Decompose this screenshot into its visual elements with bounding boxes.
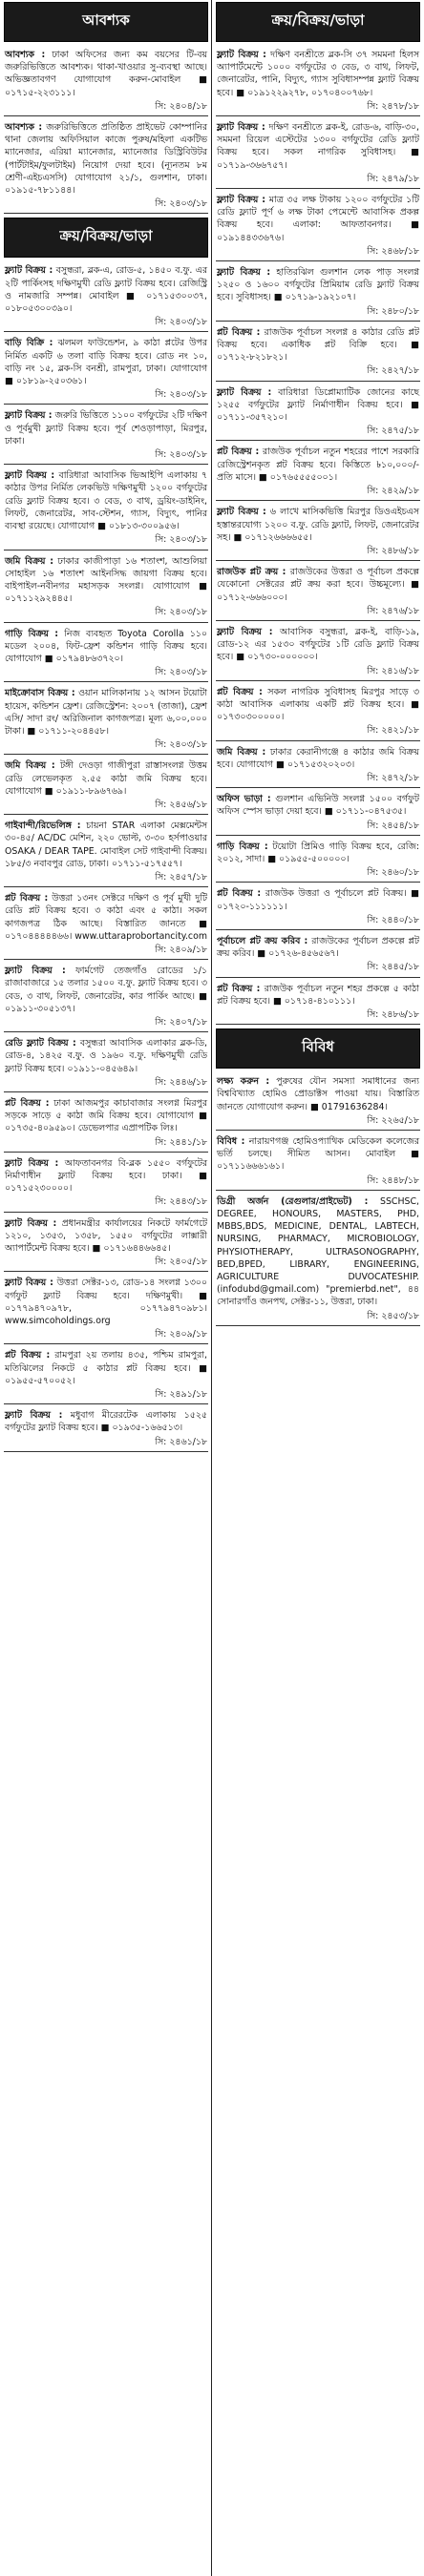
classified-ad: [216, 840, 420, 880]
ad-code: সি: ২৪৬৮/১৮: [367, 245, 419, 257]
ad-lead: জমি বিক্রয় :: [5, 555, 53, 567]
ad-divider: [4, 1403, 208, 1404]
ad-divider: [216, 620, 420, 621]
ad-code: সি: ২৪৭৫/১৮: [367, 426, 419, 437]
ad-body: প্রধানমন্ত্রীর কার্যালয়ের নিকটে ফার্মগেটে ১২১০, ১৩৫৩, ১৩৫৮, ১৫৫০ বর্গফুটের লাক্সারী অ্যাপার্টমেন্ট বিক্রয় হবে। ■ ০১৭১৬৪৪৬৬৪৫।: [5, 1217, 208, 1255]
classified-ad: [216, 745, 420, 785]
classified-ad: [4, 48, 208, 113]
ad-code: সি: ২৪২৭/১৮: [367, 365, 419, 377]
ad-code: সি: ২৪৬০/১৮: [367, 867, 419, 879]
ad-divider: [4, 1451, 208, 1452]
classified-ad: [4, 554, 208, 619]
ad-divider: [216, 680, 420, 681]
ad-body: হাতিরঝিল গুলশান লেক পাড় সংলগ্ন ১২৫০ ও ১৬০০ বর্গফুটের প্রিমিয়াম রেডি ফ্ল্যাট বিক্রয় হবে। সুবিধাসহ। ■ ০১৭১৯-১৯২১০৭।: [217, 267, 419, 303]
ad-body: ঝলমল ফাউন্ডেশন, ৯ কাঠা প্লটের উপর নির্মিত একটি ৬ তলা বাড়ি বিক্রয় হবে। রোড নং ১০, বাড়ি নং ১৫, ব্লক-সি বনশ্রী, রামপুরা, ঢাকা। যোগাযোগ ■ ০১৮১৯-২৫০৩৬১।: [5, 338, 208, 387]
ad-code: সি: ২৪০৫/১৮: [155, 1257, 207, 1268]
ad-divider: [216, 381, 420, 382]
ad-lead: ফ্ল্যাট বিক্রয় :: [5, 410, 53, 422]
classified-ad: [4, 964, 208, 1028]
classified-ad: [216, 1134, 420, 1187]
ad-body: ঢাকার কাজীপাড়া ১৬ শতাংশ, আশুলিয়া সোহাইল ১৬ শতাংশ আইনসিদ্ধ জায়গা বিক্রয় হবে। বাইপাইল-নবীনগর মহাসড়ক সংলগ্ন। যোগাযোগ ■ ০১৭১১২৯২৪৪৫।: [5, 555, 207, 605]
ad-body: গুলশান এভিনিউ সংলগ্ন ১৫০০ বর্গফুট অফিস স্পেস ভাড়া দেয়া হবে। ■ ০১৭১১-০৪৭৫৩৫।: [217, 794, 419, 818]
ad-divider: [216, 560, 420, 561]
classified-ad: [4, 468, 208, 546]
ad-body: ৬ লাখে মাসিকভিত্তি মিরপুর ডিওএইচএস হস্তান্তরযোগ্য ১২০০ ব.ফু. রেডি ফ্ল্যাট, লিফট, জেনারেটর সহ। ■ ০১৭১২৬৬৬৬৫৫।: [217, 507, 420, 543]
ad-code: সি: ২৪০৩/১৮: [155, 198, 207, 210]
ad-body: রাজউক পূর্বাচল নতুন শহরের পাশে সরকারি রেজিস্ট্রেশনকৃত প্লট বিক্রয় হবে। কিস্তিতে ৳১০,০০০/- প্রতি মাসে। ■ ০১৭৬৫৫৫৫০০১।: [217, 447, 420, 483]
ad-divider: [4, 1031, 208, 1032]
ad-code: সি: ২৪৫৭/১৮: [155, 871, 207, 883]
classified-ad: [4, 408, 208, 461]
ad-code: সি: ২৪৮০/১৮: [367, 305, 419, 317]
ad-lead: প্লট বিক্রয় :: [5, 893, 49, 904]
classified-ad: [4, 627, 208, 679]
ad-body: রাজউকের উত্তরা ও পূর্বাচল প্রকল্পে যেকোনো সেক্টরের প্লট ক্রয় করা হবে। উচ্চমূল্যে। ■ ০১৭১২-৬৬৬০০০।: [217, 567, 419, 603]
ad-divider: [216, 977, 420, 978]
classified-ad: [216, 48, 420, 113]
section-heading: ক্রয়/বিক্রয়/ভাড়া: [216, 2, 420, 42]
ad-code: সি: ২৪৪১/১৮: [155, 1136, 207, 1148]
ad-lead: লক্ষ্য করুন :: [217, 1076, 270, 1088]
ad-lead: রাজউক প্লট ক্রয় :: [217, 567, 286, 578]
classified-ad: [216, 792, 420, 832]
ad-lead: ফ্ল্যাট বিক্রয় :: [5, 470, 55, 482]
ad-code: সি: ২৪২১/১৮: [367, 725, 419, 737]
classified-ad: [4, 819, 208, 883]
ad-lead: প্লট বিক্রয় :: [5, 1350, 51, 1361]
ad-body: SSCHSC, DEGREE, HONOURS, MASTERS, PHD, MBBS,BDS, MEDICINE, DENTAL, LABTECH, NURSING, PHARMACY, MICROBIOLOGY, PHYSIOTHERAPY, ULTRASONOGRAPHY, BED,BPED, LIBRARY, ENGINEERING, AGRICULTURE DUVOCATESHIP. (infodubd@gmail.com) "premierbd.net", ৪৪ সোনারগাঁও জনপথ, সেক্টর-১১, উত্তরা, ঢাকা।: [217, 1195, 419, 1308]
ad-lead: ফ্ল্যাট বিক্রয় :: [217, 50, 266, 60]
ad-body: বসুন্ধরা, ব্লক-এ, রোড-৫, ১৪৫০ ব.ফু. এর ২টি পার্কিংসহ দক্ষিণমুখী রেডি ফ্ল্যাট বিক্রয় হবে। রেজিস্ট্রি ও নামজারি সম্পন্ন। মোবাইল ■ ০১৭১৫৩০০৩৭, ০১৮০৫৩০০৩৯০।: [5, 265, 207, 315]
ad-body: মধুবাগ মীরেরটেক এলাকায় ১৫২৫ বর্গফুটের ফ্ল্যাট বিক্রয় হবে। ■ ০১৯৩৫-১৬৬৫১৩।: [5, 1410, 207, 1434]
ad-lead: আবশ্যক :: [5, 122, 43, 134]
ad-body: নারায়ণগঞ্জ হোমিওপ্যাথিক মেডিকেল কলেজের ভর্তি চলছে। সীমিত আসন। মোবাইল ■ ০১৭১১৬৬৬১৬১।: [217, 1136, 419, 1173]
ad-code: সি: ২৪২৯/১৮: [367, 486, 419, 497]
ad-code: সি: ২৪৭৬/১৮: [367, 605, 419, 616]
ad-lead: গাড়ি বিক্রয় :: [217, 841, 268, 852]
ad-code: সি: ২৪৫৬/১৮: [155, 799, 207, 810]
ad-lead: প্লট বিক্রয় :: [217, 686, 263, 697]
ad-code: সি: ২৪৯১/১৮: [155, 1389, 207, 1401]
ad-divider: [4, 464, 208, 465]
classified-ad: [216, 385, 420, 438]
ad-code: সি: ২৪০৩/১৮: [155, 667, 207, 678]
ad-body: বারিধারা ডিপ্লোম্যাটিক জোনের কাছে ১২৫৫ বর্গফুটের ফ্ল্যাট নির্মাণাধীন বিক্রয় হবে। ■ ০১৭১১-৩৫৭২১০।: [217, 386, 419, 424]
ad-body: ওয়ান মালিকানায় ১২ আসন টয়োটা হায়েস, কন্ডিশন ফ্রেশ। রেজিস্ট্রেশন: ২০০৭ (তাজা), ফ্রেশ এসি/ সাদা রং/ অরিজিনাল কাগজপত্র। মূল্য ৬,০০,০০০ টাকা। ■ ০১৭১১-২০৪৪৫৮।: [5, 688, 208, 737]
ad-code: সি: ২৪৪৩/১৮: [155, 1196, 207, 1208]
classified-ad: [4, 1096, 208, 1149]
ad-divider: [216, 1130, 420, 1131]
ad-lead: ফ্ল্যাট বিক্রয় :: [217, 386, 272, 398]
classified-ad: [216, 886, 420, 926]
ad-divider: [216, 260, 420, 261]
ad-divider: [4, 1212, 208, 1213]
classified-ad: [216, 625, 420, 677]
ad-lead: জমি বিক্রয় :: [5, 760, 55, 772]
ad-code: সি: ২৪৮৬/১৮: [367, 1009, 419, 1020]
ad-code: সি: ২৪০৭/১৮: [155, 1017, 207, 1028]
ad-code: সি: ২৪৮৬/১৮: [367, 545, 419, 556]
classified-ad: [4, 120, 208, 210]
section-heading: আবশ্যক: [4, 2, 208, 42]
ad-body: ঢাকা আজমপুর কাচাবাজার সংলগ্ন মিরপুর সড়কে সাড়ে ৫ কাঠা জমি বিক্রয় হবে। যোগাযোগ ■ ০১৭৩৫-৪০৯৫৯০। ডেভেলপার এপ্রাপটিক লিঃ।: [5, 1098, 207, 1134]
ad-divider: [4, 754, 208, 755]
classified-ad: [4, 758, 208, 811]
ad-lead: মাইক্রোবাস বিক্রয় :: [5, 688, 75, 699]
ad-divider: [216, 188, 420, 189]
ad-lead: প্লট বিক্রয় :: [5, 1098, 50, 1110]
ad-code: সি: ২৪৪৮/১৮: [367, 1174, 419, 1186]
ad-divider: [4, 115, 208, 116]
ad-code: সি: ২৪৪৬/১৮: [155, 1076, 207, 1088]
ad-body: জরুরিভিত্তিতে প্রতিষ্ঠিত প্রাইভেট কোম্পানির থানা জেলায় অফিসিয়াল কাজে পুরুষ/মহিলা একটিভ ম্যানেজার, এরিয়া ম্যানেজার, ম্যানেজার ডিস্ট্রিবিউটর (পার্টটাইম/ফুলটাইম) নিয়োগ দেয়া হবে। (ন্যূনতম ৮ম শ্রেণী-এইচএসসি) যোগাযোগ ২১/১, গুলশান, ঢাকা। ০১৯১৫-৭৮১১৪৪।: [5, 122, 207, 197]
ad-body: রাজউক পূর্বাচল নতুন শহর প্রকল্পে ৫ কাঠা প্লট বিক্রয় হবে। ■ ০১৭১৪-৪১০১১১।: [217, 983, 420, 1007]
ad-divider: [216, 1190, 420, 1191]
ad-body: টঙ্গী দেওড়া গাজীপুরা রাস্তাসংলগ্ন উত্তম রেডি লেভেলকৃত ২.৫৫ কাঠা জমি বিক্রয় হবে। যোগাযোগ ■ ০১৯১১-৮৯৬৭৬৯।: [5, 760, 207, 797]
ad-code: সি: ২৪০৩/১৮: [155, 534, 207, 546]
ad-lead: গাইবান্দী/রিভেলিঙ্গ :: [5, 821, 81, 832]
ad-lead: বিবিধ :: [217, 1136, 245, 1148]
classified-ad: [216, 445, 420, 497]
ad-divider: [4, 1271, 208, 1272]
ad-divider: [4, 681, 208, 682]
ad-divider: [4, 959, 208, 960]
ad-divider: [216, 1024, 420, 1025]
ad-body: আবাসিক বসুন্ধরা, ব্লক-ই, বাড়ি-১৯, রোড-১২ এর ১৫৩০ বর্গফুটের ১টি রেডি ফ্ল্যাট বিক্রয় হবে। ■ ০১৭৩০-০০০০০০।: [217, 626, 419, 663]
ad-body: রাজউক পূর্বাচল সংলগ্ন ৪ কাঠার রেডি প্লট বিক্রয় হবে। একাধিক প্লট বিক্রি হবে। ■ ০১৭১২-৮২১৮২১।: [217, 326, 420, 364]
right-column: [216, 0, 420, 1330]
classified-ad: [4, 1216, 208, 1269]
ad-divider: [216, 835, 420, 836]
ad-body: পুরুষের যৌন সমস্যা সমাধানের জন্য বিশ্ববিখ্যাত হোমিও প্রোডাক্টস পাওয়া যায়। বিস্তারিত জানতে যোগাযোগ করুন। ■ 01791636284।: [217, 1076, 419, 1112]
ad-code: সি: ২৪০৩/১৮: [155, 449, 207, 461]
classified-ad: [4, 891, 208, 956]
classified-ad: [4, 1348, 208, 1401]
ad-body: মাত্র ৩৫ লক্ষ টাকায় ১২০০ বর্গফুটের ১টি রেডি ফ্ল্যাট পূর্ণ ৬ লক্ষ টাকা পেমেন্টে আবাসিক প্রকল্প বিক্রয় হবে। এলাকা: আফতাবনগর। ■ ০১৯১৪৪৩৩৬৭৬।: [217, 195, 419, 243]
ad-code: সি: ২৪৭২/১৮: [367, 772, 419, 783]
classified-ad: [4, 1036, 208, 1089]
ad-lead: ফ্ল্যাট বিক্রয় :: [217, 122, 265, 134]
ad-code: সি: ২৪০৪/১৮: [155, 100, 207, 112]
classified-ad: [216, 505, 420, 557]
ad-divider: [4, 550, 208, 551]
ad-divider: [216, 882, 420, 883]
ad-body: জরুরি ভিত্তিতে ১১০০ বর্গফুটের ২টি দক্ষিণ ও পূর্বমুখী ফ্ল্যাট বিক্রয় হবে। পূর্ব শেওড়াপাড়া, মিরপুর, ঢাকা।: [5, 410, 207, 447]
ad-body: নিজ ব্যবহৃত Toyota Corolla ১১০ মডেল ২০০৪, ফিট-ফ্রেশ কন্ডিশন গাড়ি বিক্রয় হবে। যোগাযোগ ■ ০১৭৯৪৮৬৩৭২০।: [5, 628, 207, 664]
classified-ad: [216, 982, 420, 1022]
ad-lead: বাড়ি বিক্রি :: [5, 338, 53, 349]
ad-body: আফতাবনগর বি-ব্লক ১৫৫০ বর্গফুটের নির্মাণাধীন ফ্ল্যাট বিক্রয় হবে। ঢাকা। ■ ০১৭১৫২৩০০০০।: [5, 1157, 207, 1195]
ad-lead: অফিস ভাড়া :: [217, 794, 271, 805]
ad-lead: রেডি ফ্ল্যাট বিক্রয় :: [5, 1038, 76, 1049]
ad-code: সি: ২৪৫৪/১৮: [367, 820, 419, 831]
section-heading: বিবিধ: [216, 1028, 420, 1069]
ad-body: রামপুরা ২য় তলায় ৪৩৫, পশ্চিম রামপুরা, মতিঝিলের নিকটে ৫ কাঠার প্লট বিক্রয় হবে। ■ ০১৯৫৫-৫৭০০৫২।: [5, 1350, 207, 1386]
ad-lead: ফ্ল্যাট বিক্রয় :: [217, 267, 271, 279]
left-column: [4, 0, 208, 1456]
ad-lead: প্লট বিক্রয় :: [217, 888, 262, 900]
ad-lead: প্লট বিক্রয় :: [217, 983, 261, 994]
section-heading: ক্রয়/বিক্রয়/ভাড়া: [4, 218, 208, 258]
ad-divider: [216, 929, 420, 930]
ad-lead: ডিগ্রী অর্জন (রেগুলার/প্রাইভেট) :: [217, 1195, 369, 1207]
ad-divider: [4, 213, 208, 214]
ad-lead: ফ্ল্যাট বিক্রয় :: [217, 507, 266, 518]
ad-divider: [216, 740, 420, 741]
ad-divider: [216, 115, 420, 116]
ad-body: রাজউক উত্তরা ও পূর্বাচলে প্লট বিক্রয়। ■ ০১৭২০-১১১১১১।: [217, 888, 419, 912]
ad-lead: ফ্ল্যাট বিক্রয় :: [5, 1278, 53, 1289]
ad-body: উত্তরা ১৩নং সেক্টরে দক্ষিণ ও পূর্ব মুখী দুটি রেডি প্লট বিক্রয় হবে। ৩ কাঠা এবং ৫ কাঠা। সকল কাগজপত্র ঠিক আছে। বিস্তারিত জানতে ■ ০১৭০৪৪৪৪৪৬৬। www.uttaraprobortancity.com: [5, 893, 208, 942]
ad-divider: [216, 500, 420, 501]
ad-divider: [216, 787, 420, 788]
ad-divider: [216, 321, 420, 322]
ad-lead: আবশ্যক :: [5, 50, 46, 60]
classified-ad: [216, 265, 420, 318]
ad-body: বসুন্ধরা আবাসিক এলাকার ব্লক-ডি, রোড-৪, ১৪২৫ ব.ফু. ও ১৯৬০ ব.ফু. দক্ষিণমুখী রেডি ফ্ল্যাট বিক্রয় হবে। ০১৯১১-০৪৫৬৪৯।: [5, 1038, 207, 1074]
ad-body: টয়োটা প্রিমিও গাড়ি বিক্রয় হবে, রেজি: ২০১২, সাদা। ■ ০১৯৫৫-৫০০০০০।: [217, 841, 420, 864]
ad-body: বারিধারা আবাসিক ভিআইপি এলাকায় ৭ কাঠার উপর নির্মিত লেকভিউ দক্ষিণমুখী ১২০০ বর্গফুটের রেডি ফ্ল্যাট বিক্রয় হবে। ৩ বেড, ৩ বাথ, ড্রয়িং-ডাইনিং, লিফট, জেনারেটর, সাব-স্টেশন, গ্যাস, বিদ্যুৎ, পানির ব্যবস্থা রয়েছে। যোগাযোগ ■ ০১৮১৩-৩০০৯৫৬।: [5, 470, 207, 532]
ad-code: সি: ২৪৭৯/১৮: [367, 173, 419, 184]
ad-divider: [4, 1091, 208, 1092]
ad-divider: [4, 622, 208, 623]
ad-body: উত্তরা সেক্টর-১৩, রোড-১৪ সংলগ্ন ১৩০০ বর্গফুট ফ্ল্যাট বিক্রয় হবে। দক্ষিণমুখী। ■ ০১৭৭৯৪৭০৯৭৮, ০১৭৭৯৪৭০৯৮১। www.simcoholdings.org: [5, 1278, 207, 1327]
ad-body: রাজউকের পূর্বাচল প্রকল্পে প্লট ক্রয় করিব। ■ ০১৭২৬-৪৫৬৫৬৭।: [217, 935, 419, 960]
ad-lead: ফ্ল্যাট বিক্রয় :: [5, 1217, 57, 1229]
ad-code: সি: ২৪৪০/১৮: [367, 914, 419, 925]
ad-lead: পূর্বাচলে প্লট ক্রয় করিব :: [217, 935, 308, 946]
classified-ad: [4, 686, 208, 751]
ad-code: সি: ২৪০৩/১৮: [155, 739, 207, 751]
ad-divider: [4, 331, 208, 332]
ad-lead: ফ্ল্যাট বিক্রয় :: [5, 1410, 63, 1422]
ad-divider: [4, 404, 208, 405]
classified-ad: [216, 685, 420, 737]
classified-ad: [216, 934, 420, 974]
ad-lead: ফ্ল্যাট বিক্রয় :: [217, 626, 273, 637]
ad-code: সি: ২৪০৩/১৮: [155, 607, 207, 618]
ad-lead: ফ্ল্যাট বিক্রয় :: [217, 195, 266, 206]
ad-code: সি: ২৪০৯/১৮: [155, 944, 207, 955]
classified-ad: [4, 1276, 208, 1340]
classified-ad: [216, 565, 420, 617]
classified-ad: [216, 120, 420, 185]
column-divider: [211, 0, 212, 2576]
classified-ad: [4, 336, 208, 401]
ad-lead: প্লট বিক্রয় :: [217, 447, 260, 458]
classified-ad: [4, 1156, 208, 1209]
ad-body: ঢাকার কেরানীগঞ্জে ৪ কাঠার জমি বিক্রয় হবে। যোগাযোগ ■ ০১৭১৫৩২০২০৩।: [217, 746, 419, 770]
classified-ad: [216, 1074, 420, 1127]
ad-lead: জমি বিক্রয় :: [217, 746, 266, 758]
ad-lead: ফ্ল্যাট বিক্রয় :: [5, 1157, 59, 1169]
ad-body: ঢাকা অফিসের জন্য কম বয়সের টি-বয় জরুরিভিত্তিতে আবশ্যক। থাকা-খাওয়ার সু-ব্যবস্থা আছে। অভিজ্ঞতাবগণ যোগাযোগ করুন-মোবাইল ■ ০১৭১৫-২২৩১১১।: [5, 50, 207, 98]
classified-ad: [4, 263, 208, 328]
ad-divider: [4, 814, 208, 815]
ad-divider: [216, 440, 420, 441]
ad-code: সি: ২২৬৫/১৮: [367, 1114, 419, 1126]
ad-code: সি: ২৪৬১/১৮: [155, 1436, 207, 1447]
ad-divider: [4, 1343, 208, 1344]
ad-body: চায়না STAR এলাকা মেক্সমেন্টস ৩০-৪৫/ AC/DC মেশিন, ২২০ ভোল্ট, ৩-৩০ হর্সপাওয়ার OSAKA / DEAR TAPE. মোবাইল সেট গাইবান্দী বিক্রয়। ১৮৫/৩ নবাবপুর রোড, ঢাকা। ০১৭১১-৫১৭৫৫৭।: [5, 821, 208, 869]
ad-body: দক্ষিণ বনশ্রীতে ব্লক-সি ৩৭ সমমনা হিলস অ্যাপার্টমেন্টে ১০০০ বর্গফুটের ৩ বেড, ৩ বাথ, লিফট, জেনারেটর, পানি, বিদ্যুৎ, গ্যাস সুবিধাসম্পন্ন ফ্ল্যাট বিক্রয় হবে। ■ ০১৯১২২৯২৭৮, ০১৭০৪০০৭৬৮।: [217, 50, 420, 98]
ad-code: সি: ২৪৫৩/১৮: [367, 1310, 419, 1321]
ad-lead: প্লট বিক্রয় :: [217, 326, 261, 338]
classified-ad: [4, 1408, 208, 1448]
ad-code: সি: ২৪৪৫/১৮: [367, 962, 419, 973]
classified-ad: [216, 325, 420, 378]
ad-code: সি: ২৪১৬/১৮: [367, 665, 419, 676]
classified-ad: [216, 1195, 420, 1322]
ad-lead: ফ্ল্যাট বিক্রয় :: [5, 966, 66, 977]
ad-code: সি: ২৪৭৮/১৮: [367, 100, 419, 112]
ad-body: ফার্মগেট তেজগাঁও রোডের ১/১ রাজাবাজারে ১৫ তলার ১৫০০ ব.ফু. ফ্ল্যাট বিক্রয় হবে। ৩ বেড, ৩ বাথ, লিফট, জেনারেটর, কার পার্কিং আছে। ■ ০১৯১১-৩০৫১৩৭।: [5, 966, 207, 1014]
ad-body: সকল নাগরিক সুবিধাসহ মিরপুর সাড়ে ৩ কাঠা আবাসিক এলাকায় একটি প্লট বিক্রয় হবে। ■ ০১৭৩০৩০০০০০।: [217, 686, 419, 723]
ad-divider: [216, 1325, 420, 1326]
ad-body: দক্ষিণ বনশ্রীতে ব্লক-ই, রোড-৬, বাড়ি-৩০, সমমনা রিয়েল এস্টেটের ১৩০০ বর্গফুটের রেডি ফ্ল্যাট বিক্রয় হবে। সকল নাগরিক সুবিধাসহ। ■ ০১৭১৯-৩৬৬৭৫৭।: [217, 122, 419, 171]
ad-divider: [4, 1152, 208, 1153]
ad-code: সি: ২৪০৩/১৮: [155, 389, 207, 401]
ad-lead: গাড়ি বিক্রয় :: [5, 628, 59, 639]
ad-lead: ফ্ল্যাট বিক্রয় :: [5, 265, 53, 277]
ad-code: সি: ২৪০৩/১৮: [155, 317, 207, 328]
ad-divider: [4, 886, 208, 887]
ad-code: সি: ২৪০৯/১৮: [155, 1329, 207, 1340]
classified-ad: [216, 193, 420, 258]
